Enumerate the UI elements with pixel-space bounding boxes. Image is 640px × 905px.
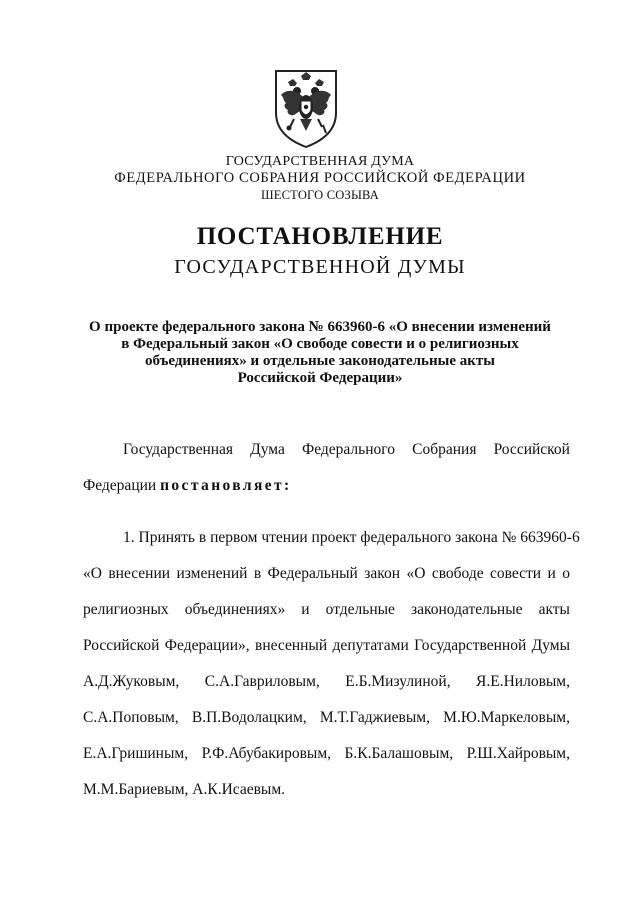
word: о — [562, 565, 570, 582]
word: «О — [406, 565, 426, 582]
word: внесении — [108, 565, 171, 582]
item-1-line-4: Российской Федерации», внесенный депутатами Государственной Думы — [83, 637, 570, 654]
chamber-header — [0, 153, 640, 204]
item-1-line-5 — [83, 673, 570, 691]
word: М.Т.Гаджиевым, — [319, 709, 430, 726]
word: в — [253, 565, 262, 582]
item-1-line-7 — [83, 745, 570, 763]
resolution-subject — [80, 319, 560, 387]
header-line-2: ФЕДЕРАЛЬНОГО СОБРАНИЯ РОССИЙСКОЙ ФЕДЕРАЦИИ — [114, 170, 526, 186]
word: В.П.Водолацким, — [191, 709, 307, 726]
word: «О — [83, 565, 102, 582]
header-line-1: ГОСУДАРСТВЕННАЯ ДУМА — [225, 154, 415, 169]
word: М.Ю.Маркеловым, — [443, 709, 570, 726]
item-1-line-1: 1. Принять в первом чтении проект федерального закона № 663960-6 — [123, 529, 580, 546]
word: акты — [538, 601, 570, 618]
item-1-line-8: М.М.Бариевым, А.К.Исаевым. — [83, 781, 286, 798]
word: Р.Ф.Абубакировым, — [201, 745, 332, 762]
word: Е.Б.Мизулиной, — [345, 673, 451, 690]
word: отдельные — [325, 601, 395, 618]
word: А.Д.Жуковым, — [83, 673, 180, 690]
word: изменений — [176, 565, 248, 582]
item-1-line-3 — [83, 601, 570, 619]
word: Б.К.Балашовым, — [344, 745, 454, 762]
preamble-line-1 — [123, 441, 570, 459]
document-subtitle: ГОСУДАРСТВЕННОЙ ДУМЫ — [174, 256, 466, 278]
document-title: ПОСТАНОВЛЕНИЕ — [196, 223, 444, 250]
preamble-word: Государственная — [123, 441, 234, 458]
word: Р.Ш.Хайровым, — [466, 745, 570, 762]
item-1-line-2 — [83, 565, 570, 583]
word: законодательные — [411, 601, 523, 618]
word: религиозных — [83, 601, 169, 618]
state-emblem-icon — [270, 67, 342, 149]
preamble-federation: Федерации — [83, 477, 157, 494]
word: С.А.Гавриловым, — [204, 673, 320, 690]
preamble-word: Российской — [493, 441, 570, 458]
word: свободе — [431, 565, 484, 582]
header-line-3: ШЕСТОГО СОЗЫВА — [260, 188, 380, 202]
subject-line-4: Российской Федерации» — [237, 370, 403, 386]
resolves-word: постановляет: — [160, 477, 292, 494]
word: совести — [490, 565, 542, 582]
subject-line-1: О проекте федерального закона № 663960-6 «О внесении изменений — [89, 319, 551, 335]
word: Федеральный — [267, 565, 358, 582]
subject-line-3: объединениях» и отдельные законодательные акты — [145, 353, 495, 369]
word: закон — [364, 565, 401, 582]
preamble-word: Дума — [250, 441, 285, 458]
word: Я.Е.Ниловым, — [476, 673, 570, 690]
word: объединениях» — [184, 601, 286, 618]
preamble-word: Федерального — [301, 441, 396, 458]
preamble-line-2 — [83, 477, 292, 495]
word: Е.А.Гришиным, — [83, 745, 189, 762]
subject-line-2: в Федеральный закон «О свободе совести и о религиозных — [121, 336, 519, 352]
word: С.А.Поповым, — [83, 709, 179, 726]
preamble-word: Собрания — [412, 441, 477, 458]
word: и — [547, 565, 556, 582]
item-1-line-6 — [83, 709, 570, 727]
word: и — [301, 601, 310, 618]
